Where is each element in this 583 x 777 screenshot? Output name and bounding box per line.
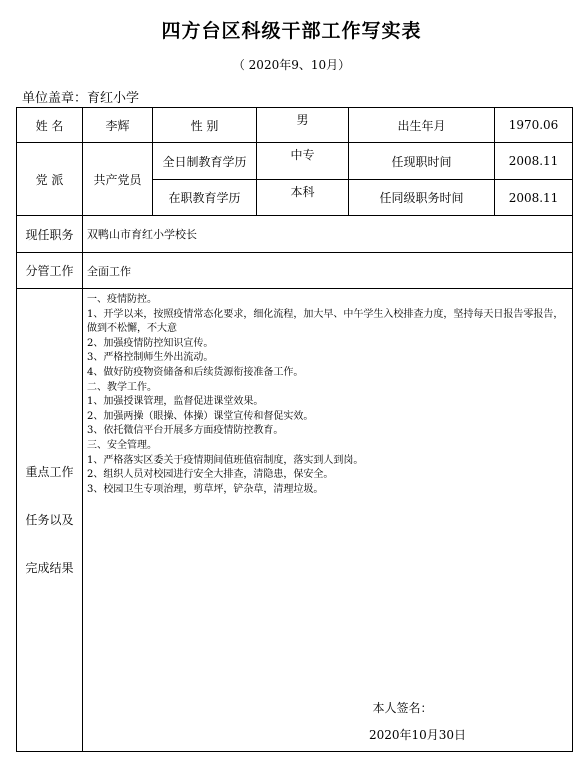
value-current-post-time: 2008.11 xyxy=(495,143,573,180)
task-list xyxy=(83,289,572,497)
task-item: 3、校园卫生专项治理，剪草坪，铲杂草，清理垃圾。 xyxy=(87,483,324,495)
task-item: 4、做好防疫物资储备和后续货源衔接准备工作。 xyxy=(87,366,304,378)
value-same-level-time: 2008.11 xyxy=(495,180,573,216)
label-party: 党 派 xyxy=(17,143,83,216)
report-period: （ 2020年9、10月） xyxy=(232,58,351,72)
signature-date: 2020年10月30日 xyxy=(368,728,467,742)
unit-stamp-label: 单位盖章：育红小学 xyxy=(22,91,140,106)
value-birth: 1970.06 xyxy=(495,108,573,143)
label-onjob-edu: 在职教育学历 xyxy=(153,180,257,216)
label-name: 姓 名 xyxy=(17,108,83,143)
label-position: 现任职务 xyxy=(17,216,83,253)
task-item: 一、疫情防控。 xyxy=(87,294,157,305)
value-position: 双鸭山市育红小学校长 xyxy=(83,216,573,253)
task-item: 1、加强授课管理，监督促进课堂效果。 xyxy=(87,396,264,408)
label-current-post-time: 任现职时间 xyxy=(349,143,495,180)
label-birth: 出生年月 xyxy=(349,108,495,143)
task-item: 2、组织人员对校园进行安全大排查，清隐患，保安全。 xyxy=(87,469,334,481)
task-item: 二、教学工作。 xyxy=(87,381,157,393)
task-item: 1、开学以来，按照疫情常态化要求，细化流程，加大早、中午学生入校排查力度，坚持每天日报告零报告，做到不松懈，不大意 xyxy=(87,308,564,335)
value-responsibility: 全面工作 xyxy=(83,253,573,289)
value-fulltime-edu: 中专 xyxy=(257,143,349,180)
label-key-tasks xyxy=(17,289,83,752)
value-name: 李辉 xyxy=(83,108,153,143)
label-gender: 性 别 xyxy=(153,108,257,143)
task-item: 3、严格控制师生外出流动。 xyxy=(87,352,214,364)
work-record-form xyxy=(16,107,573,752)
label-key-tasks-line3: 完成结果 xyxy=(25,561,74,575)
task-item: 2、加强两操（眼操、体操）课堂宣传和督促实效。 xyxy=(87,410,314,422)
label-responsibility: 分管工作 xyxy=(17,253,83,289)
value-gender: 男 xyxy=(257,108,349,143)
label-key-tasks-line1: 重点工作 xyxy=(25,465,74,479)
value-onjob-edu: 本科 xyxy=(257,180,349,216)
signature-label: 本人签名： xyxy=(372,701,433,715)
task-item: 3、依托微信平台开展多方面疫情防控教育。 xyxy=(87,425,284,437)
label-same-level-time: 任同级职务时间 xyxy=(349,180,495,216)
task-item: 三、安全管理。 xyxy=(87,439,157,451)
label-fulltime-edu: 全日制教育学历 xyxy=(153,143,257,180)
label-key-tasks-line2: 任务以及 xyxy=(25,513,74,527)
task-item: 1、严格落实区委关于疫情期间值班值宿制度，落实到人到岗。 xyxy=(87,454,364,466)
page-title: 四方台区科级干部工作写实表 xyxy=(161,20,422,42)
task-item: 2、加强疫情防控知识宣传。 xyxy=(87,337,214,349)
key-tasks-cell xyxy=(83,289,573,752)
value-party: 共产党员 xyxy=(83,143,153,216)
